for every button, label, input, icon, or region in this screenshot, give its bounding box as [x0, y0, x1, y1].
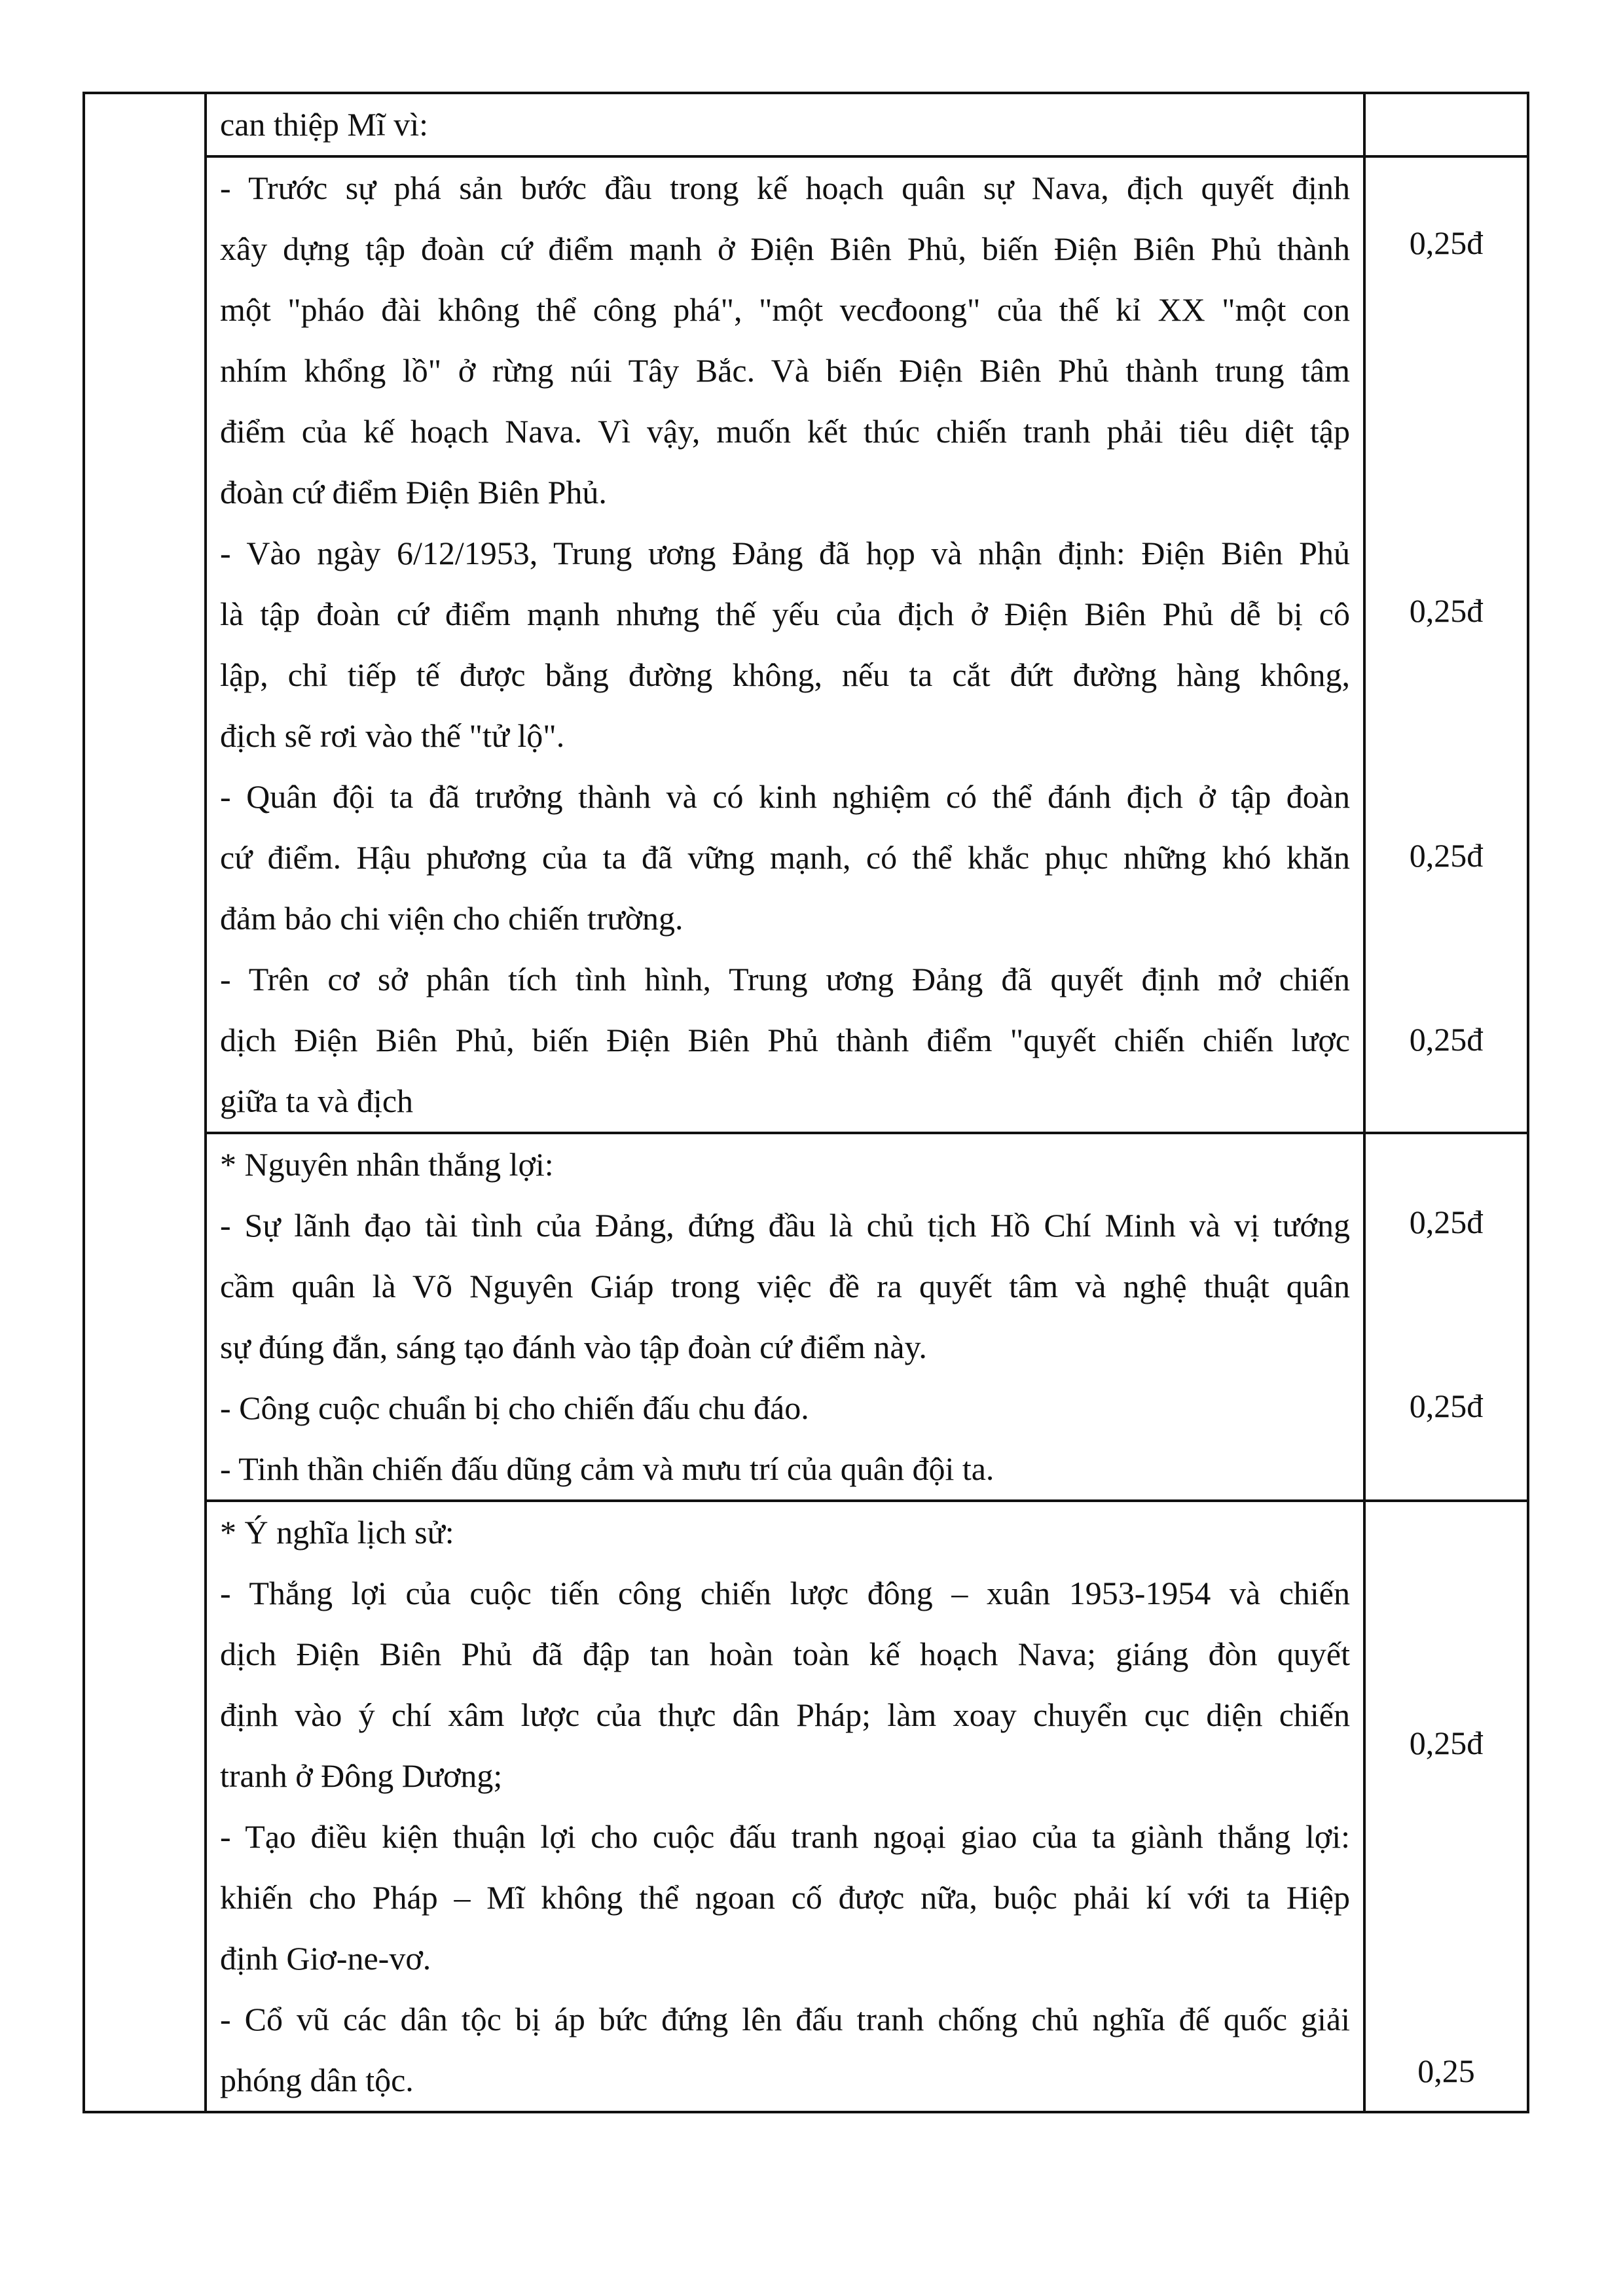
section-heading: * Ý nghĩa lịch sử:	[220, 1514, 454, 1551]
text-line: khiến cho Pháp – Mĩ không thể ngoan cố được nữa, buộc phải kí với ta Hiệp	[220, 1879, 1350, 1916]
score-cell	[1364, 93, 1528, 156]
text-line: nhím khổng lồ" ở rừng núi Tây Bắc. Và biến Điện Biên Phủ thành trung tâm	[220, 352, 1350, 389]
text-line: dịch Điện Biên Phủ, biến Điện Biên Phủ thành điểm "quyết chiến chiến lược	[220, 1022, 1350, 1058]
text-line: tranh ở Đông Dương;	[220, 1757, 503, 1794]
content-cell	[206, 93, 1364, 156]
score-cell	[1364, 1133, 1528, 1501]
paragraph	[220, 1195, 1350, 1378]
text-line: giữa ta và địch	[220, 1083, 414, 1119]
table-row	[84, 156, 1528, 1133]
question-number-cell	[84, 93, 206, 2112]
answer-key-table	[82, 92, 1529, 2113]
table-row	[84, 1501, 1528, 2112]
text-line: phóng dân tộc.	[220, 2062, 414, 2098]
paragraph	[220, 766, 1350, 949]
text-line: một "pháo đài không thể công phá", "một vecđoong" của thế kỉ XX "một con	[220, 291, 1350, 328]
text-line: - Sự lãnh đạo tài tình của Đảng, đứng đầu là chủ tịch Hồ Chí Minh và vị tướng	[220, 1207, 1350, 1244]
text-line: - Tạo điều kiện thuận lợi cho cuộc đấu tranh ngoại giao của ta giành thắng lợi:	[220, 1818, 1350, 1855]
text-line: xây dựng tập đoàn cứ điểm mạnh ở Điện Biên Phủ, biến Điện Biên Phủ thành	[220, 230, 1350, 267]
text-line: - Cổ vũ các dân tộc bị áp bức đứng lên đấu tranh chống chủ nghĩa đế quốc giải	[220, 2001, 1350, 2037]
text-line: điểm của kế hoạch Nava. Vì vậy, muốn kết thúc chiến tranh phải tiêu diệt tập	[220, 413, 1350, 450]
text-line: - Tinh thần chiến đấu dũng cảm và mưu trí của quân đội ta.	[220, 1450, 994, 1487]
score-value: 0,25đ	[1409, 224, 1484, 261]
score-value: 0,25đ	[1409, 837, 1484, 874]
text-line: sự đúng đắn, sáng tạo đánh vào tập đoàn cứ điểm này.	[220, 1329, 927, 1365]
text-line: - Trước sự phá sản bước đầu trong kế hoạch quân sự Nava, địch quyết định	[220, 170, 1350, 206]
text-line: định Giơ-ne-vơ.	[220, 1940, 431, 1977]
text-line: - Công cuộc chuẩn bị cho chiến đấu chu đáo.	[220, 1390, 809, 1426]
section-heading: * Nguyên nhân thắng lợi:	[220, 1146, 554, 1183]
score-value: 0,25đ	[1409, 1388, 1484, 1424]
text-line: - Vào ngày 6/12/1953, Trung ương Đảng đã họp và nhận định: Điện Biên Phủ	[220, 535, 1350, 571]
paragraph	[220, 1806, 1350, 1989]
score-value: 0,25đ	[1409, 1725, 1484, 1761]
score-value: 0,25đ	[1409, 1204, 1484, 1240]
content-cell	[206, 1501, 1364, 2112]
text-line: đảm bảo chi viện cho chiến trường.	[220, 900, 684, 937]
table-row	[84, 1133, 1528, 1501]
text-line: can thiệp Mĩ vì:	[220, 106, 428, 143]
text-line: lập, chỉ tiếp tế được bằng đường không, nếu ta cắt đứt đường hàng không,	[220, 656, 1350, 693]
score-value: 0,25	[1417, 2053, 1475, 2089]
score-cell	[1364, 1501, 1528, 2112]
score-value: 0,25đ	[1409, 1021, 1484, 1058]
text-line: định vào ý chí xâm lược của thực dân Pháp; làm xoay chuyển cục diện chiến	[220, 1696, 1350, 1733]
content-cell	[206, 1133, 1364, 1501]
paragraph	[220, 158, 1350, 523]
paragraph	[220, 523, 1350, 766]
paragraph	[220, 949, 1350, 1132]
text-line: địch sẽ rơi vào thế "tử lộ".	[220, 717, 565, 754]
text-line: dịch Điện Biên Phủ đã đập tan hoàn toàn kế hoạch Nava; giáng đòn quyết	[220, 1636, 1350, 1672]
table-row	[84, 93, 1528, 156]
text-line: cầm quân là Võ Nguyên Giáp trong việc đề ra quyết tâm và nghệ thuật quân	[220, 1268, 1350, 1304]
paragraph	[220, 1989, 1350, 2111]
text-line: - Quân đội ta đã trưởng thành và có kinh nghiệm có thể đánh địch ở tập đoàn	[220, 778, 1350, 815]
score-cell	[1364, 156, 1528, 1133]
content-cell	[206, 156, 1364, 1133]
score-value: 0,25đ	[1409, 592, 1484, 629]
text-line: là tập đoàn cứ điểm mạnh nhưng thế yếu của địch ở Điện Biên Phủ dễ bị cô	[220, 596, 1350, 632]
text-line: cứ điểm. Hậu phương của ta đã vững mạnh, có thể khắc phục những khó khăn	[220, 839, 1350, 876]
text-line: đoàn cứ điểm Điện Biên Phủ.	[220, 474, 607, 511]
paragraph	[220, 1563, 1350, 1806]
text-line: - Trên cơ sở phân tích tình hình, Trung ương Đảng đã quyết định mở chiến	[220, 961, 1350, 997]
text-line: - Thắng lợi của cuộc tiến công chiến lược đông – xuân 1953-1954 và chiến	[220, 1575, 1350, 1611]
